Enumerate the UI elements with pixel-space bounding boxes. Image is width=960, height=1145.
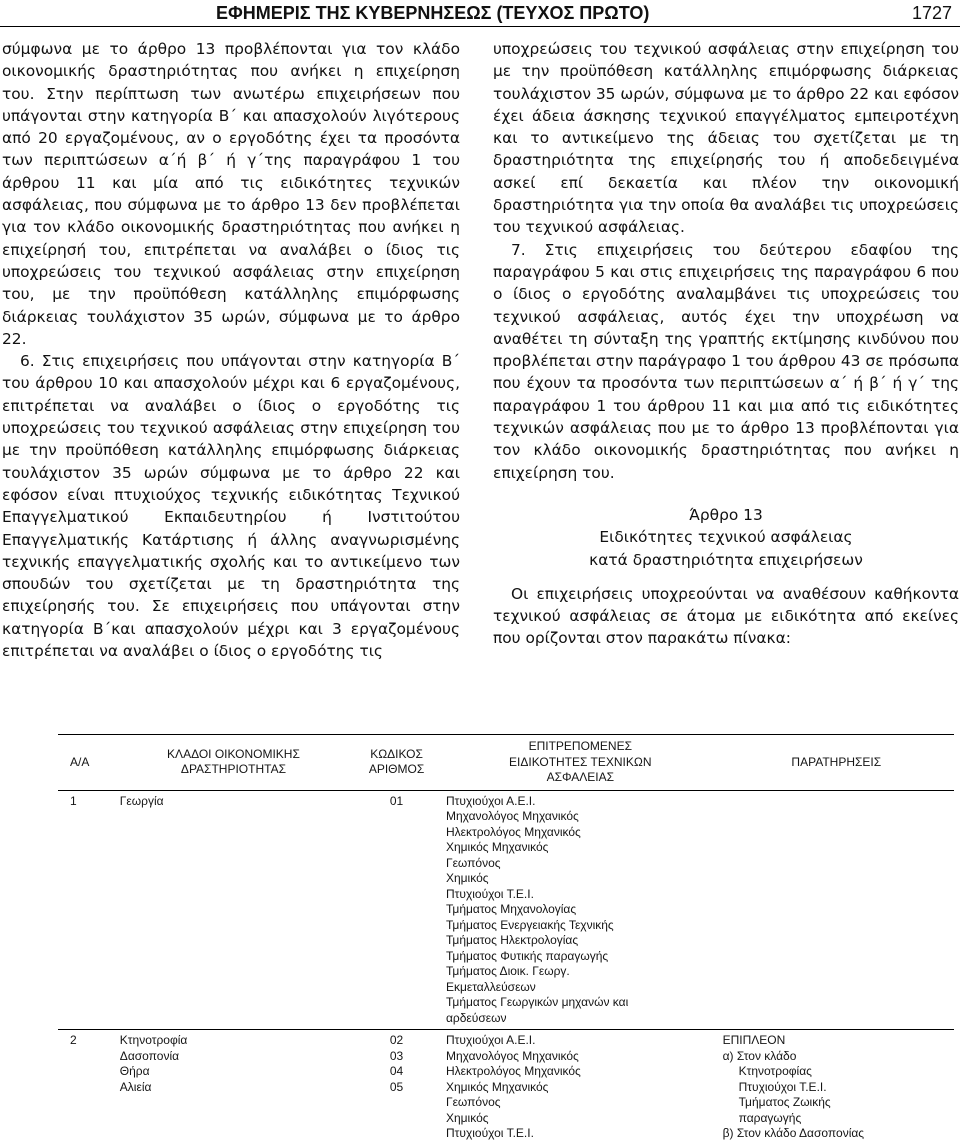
left-paragraph-1: σύμφωνα με το άρθρο 13 προβλέπονται για τον κλάδο οικονομικής δραστηριότητας που ανήκει η επιχείρηση του. Στην περίπτωση των ανωτέρω επιχειρήσεων που υπάγονται στην κατηγορία Β΄ και απασχολούν λιγότερους από 20 εργαζομένους, αν ο εργοδότης έχει τα προσόντα των περιπτώσεων α΄ή β΄ ή γ΄της παραγράφου 1 του άρθρου 11 και μία από τις ειδικότητες τεχνικών ασφάλειας, που σύμφωνα με το άρθρο 13 δεν προβλέπεται για τον κλάδο οικονομικής δραστηριότητας που ανήκει η επιχείρησή του, επιτρέπεται να αναλάβει ο ίδιος τις υποχρεώσεις του τεχνικού ασφάλειας στην επιχείρηση του, με την προϋπόθεση κατάλληλης επιμόρφωσης διάρκειας τουλάχιστον 35 ωρών, σύμφωνα με το άρθρο 22. (2, 40, 460, 348)
note-item: Κτηνοτροφίας (738, 1064, 812, 1078)
specialty-item: Μηχανολόγος Μηχανικός (445, 1048, 579, 1063)
row-number: 1 (58, 790, 116, 1030)
header-spec-line-3: ΑΣΦΑΛΕΙΑΣ (546, 770, 614, 784)
specialty-item: Πτυχιούχοι Τ.Ε.Ι. (445, 886, 534, 901)
header-branch (116, 735, 351, 791)
left-column (2, 38, 460, 662)
table-body (58, 790, 954, 1145)
code-number: 03 (389, 1048, 404, 1063)
code-number: 02 (389, 1033, 404, 1047)
specialty-item: αρδεύσεων (445, 1010, 507, 1025)
header-branch-line-2: ΔΡΑΣΤΗΡΙΟΤΗΤΑΣ (180, 762, 286, 777)
header-code-line-1: ΚΩΔΙΚΟΣ (370, 746, 423, 761)
right-paragraph-1: υποχρεώσεις του τεχνικού ασφάλειας στην επιχείρηση του με την προϋπόθεση κατάλληλης επιμόρφωσης διάρκειας τουλάχιστον 35 ωρών, σύμφωνα με το άρθρο 22 και εφόσον έχει άδεια άσκησης τεχνικού επαγγέλματος εμπειροτέχνη και το αντικείμενο της άδειας του σχετίζεται με τη δραστηριότητα της επιχείρησής του ή αποδεδειγμένα ασκεί επί δεκαετία και πλέον την οικονομική δραστηριότητα για την οποία θα αναλάβει τις υποχρεώσεις του τεχνικού ασφάλειας. (493, 40, 959, 237)
table-header-row (58, 735, 954, 791)
page-header (0, 0, 960, 28)
specialty-item: Ηλεκτρολόγος Μηχανικός (445, 1064, 581, 1078)
specialty-item: Χημικός (445, 1110, 489, 1125)
code-number: 04 (389, 1064, 404, 1078)
header-code (351, 735, 442, 791)
header-code-line-2: ΑΡΙΘΜΟΣ (368, 762, 425, 777)
specialty-item: Τμήματος Γεωργικών μηχανών και (445, 995, 629, 1009)
note-item: Τμήματος Ζωικής (738, 1095, 831, 1109)
right-paragraph-2: 7. Στις επιχειρήσεις του δεύτερου εδαφίου της παραγράφου 5 και στις επιχειρήσεις της παραγράφου 6 που ο ίδιος ο εργοδότης αναλαμβάνει τις υποχρεώσεις του τεχνικού ασφάλειας, αυτός έχει την υποχρέωση να αναθέτει τη σύνταξη της γραπτής εκτίμησης κινδύνου που προβλέπεται στην παράγραφο 1 του άρθρου 43 σε πρόσωπα που έχουν τα προσόντα των περιπτώσεων α΄ ή β΄ ή γ΄ της παραγράφου 1 του άρθρου 11 και μια από τις ειδικότητες τεχνικών ασφάλειας που με το άρθρο 13 προβλέπονται για τον κλάδο οικονομικής δραστηριότητας που ανήκει η επιχείρηση του. (493, 240, 959, 482)
specialty-item: Ηλεκτρολόγος Μηχανικός (445, 824, 581, 839)
table-row (58, 1030, 954, 1145)
branch-cell (116, 790, 351, 1030)
note-item: β) Στον κλάδο Δασοπονίας (722, 1126, 865, 1140)
specialties-cell (442, 790, 719, 1030)
right-column (493, 38, 959, 650)
table-row (58, 790, 954, 1030)
header-spec-line-1: ΕΠΙΤΡΕΠΟΜΕΝΕΣ (528, 739, 632, 753)
left-paragraph-2: 6. Στις επιχειρήσεις που υπάγονται στην κατηγορία Β΄ του άρθρου 10 και απασχολούν μέχρι και 6 εργαζομένους, επιτρέπεται να αναλάβει ο ίδιος ο εργοδότης τις υποχρεώσεις του τεχνικού ασφάλειας στην επιχείρηση του με την προϋπόθεση κατάλληλης επιμόρφωσης διάρκειας τουλάχιστον 35 ωρών σύμφωνα με το άρθρο 22 και εφόσον είναι πτυχιούχος τεχνικής ειδικότητας Τεχνικού Επαγγελματικού Εκπαιδευτηρίου ή Ινστιτούτου Επαγγελματικής Κατάρτισης ή άλλης αναγνωρισμένης τεχνικής επαγγελματικής σχολής και το αντικείμενο των σπουδών του σχετίζεται με τη δραστηριότητα της επιχείρησής του. Σε επιχειρήσεις που υπάγονται στην κατηγορία Β΄και απασχολούν μέχρι και 3 εργαζομένους επιτρέπεται να αναλάβει ο ίδιος ο εργοδότης τις (2, 352, 460, 661)
article-number: Άρθρο 13 (689, 505, 763, 524)
notes-cell (719, 790, 954, 1030)
branch-name: Θήρα (119, 1064, 150, 1078)
row-number: 2 (70, 1033, 77, 1047)
specialty-item: Τμήματος Ενεργειακής Τεχνικής (445, 917, 614, 932)
note-item: ΕΠΙΠΛΕΟΝ (722, 1033, 786, 1047)
header-spec-line-2: ΕΙΔΙΚΟΤΗΤΕΣ ΤΕΧΝΙΚΩΝ (509, 754, 652, 769)
header-notes: ΠΑΡΑΤΗΡΗΣΕΙΣ (719, 735, 954, 791)
specialty-item: Γεωπόνος (445, 1095, 501, 1109)
branch-name: Δασοπονία (119, 1048, 180, 1063)
header-specialties (442, 735, 719, 791)
specialty-item: Τμήματος Ηλεκτρολογίας (445, 933, 579, 947)
right-paragraph-3: Οι επιχειρήσεις υποχρεούνται να αναθέσουν καθήκοντα τεχνικού ασφάλειας σε άτομα με ειδικότητα από εκείνες που ορίζονται στον παρακάτω πίνακα: (493, 584, 959, 648)
article-title-line-1: Ειδικότητες τεχνικού ασφάλειας (599, 528, 853, 547)
specialty-item: Χημικός Μηχανικός (445, 840, 549, 854)
specialties-table (58, 734, 954, 1145)
gazette-title: ΕΦΗΜΕΡΙΣ ΤΗΣ ΚΥΒΕΡΝΗΣΕΩΣ (ΤΕΥΧΟΣ ΠΡΩΤΟ) (216, 3, 650, 23)
code-cell (351, 790, 442, 1030)
code-cell (351, 1030, 442, 1145)
note-item: α) Στον κλάδο (722, 1048, 797, 1063)
specialty-item: Μηχανολόγος Μηχανικός (445, 809, 579, 823)
specialty-item: Πτυχιούχοι Α.Ε.Ι. (445, 1033, 536, 1047)
branch-name: Αλιεία (119, 1079, 152, 1094)
page-number: 1727 (911, 3, 952, 23)
specialty-item: Πτυχιούχοι Α.Ε.Ι. (445, 793, 536, 808)
specialty-item: Τμήματος Διοικ. Γεωργ. (445, 964, 570, 978)
branch-cell (116, 1030, 351, 1145)
code-number: 01 (389, 793, 404, 808)
specialty-item: Χημικός Μηχανικός (445, 1079, 549, 1094)
branch-name: Γεωργία (119, 793, 164, 808)
specialty-item: Τμήματος Μηχανολογίας (445, 902, 577, 916)
specialty-item: Χημικός (445, 871, 489, 885)
header-rule (0, 26, 960, 27)
note-item: παραγωγής (738, 1110, 802, 1125)
specialty-item: Πτυχιούχοι Τ.Ε.Ι. (445, 1126, 534, 1140)
note-item: Πτυχιούχοι Τ.Ε.Ι. (738, 1079, 827, 1094)
branch-name: Κτηνοτροφία (119, 1033, 188, 1047)
header-branch-line-1: ΚΛΑΔΟΙ ΟΙΚΟΝΟΜΙΚΗΣ (167, 746, 300, 761)
specialty-item: Εκμεταλλεύσεων (445, 979, 536, 994)
specialties-cell (442, 1030, 719, 1145)
specialty-item: Τμήματος Φυτικής παραγωγής (445, 948, 609, 963)
specialty-item: Γεωπόνος (445, 855, 501, 870)
notes-cell (719, 1030, 954, 1145)
article-title-line-2: κατά δραστηριότητα επιχειρήσεων (589, 550, 863, 569)
code-number: 05 (389, 1079, 404, 1094)
header-aa: Α/Α (58, 735, 116, 791)
